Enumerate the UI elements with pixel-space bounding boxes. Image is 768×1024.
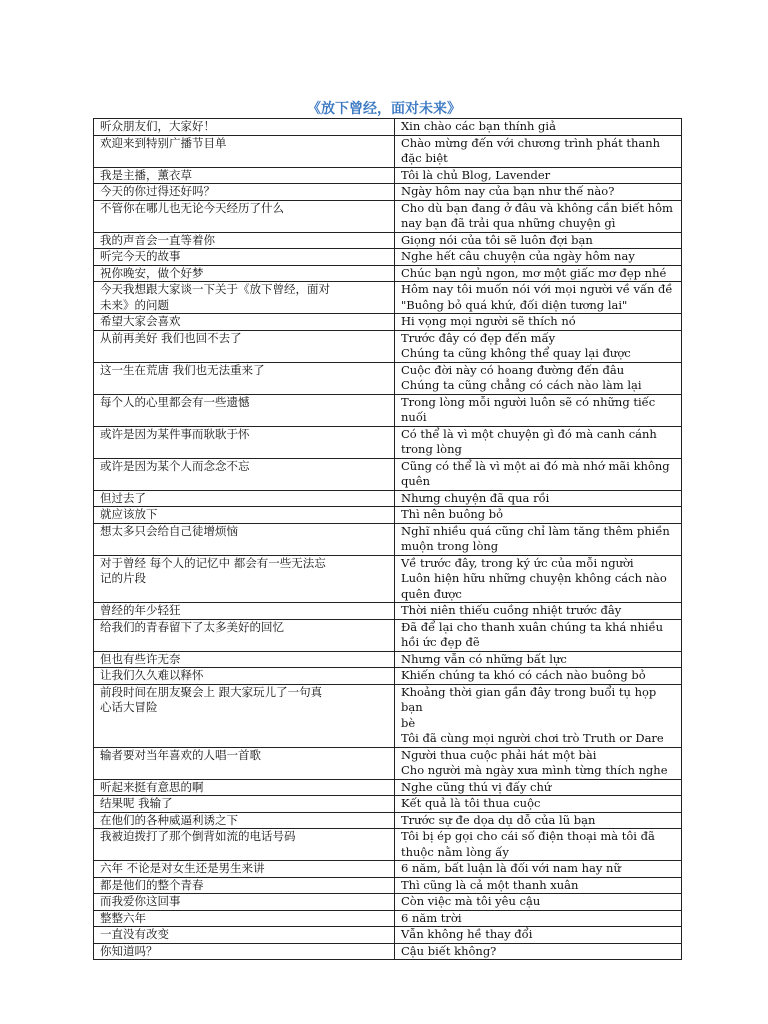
chinese-cell: 给我们的青春留下了太多美好的回忆	[94, 619, 395, 651]
vietnamese-cell: Tôi là chủ Blog, Lavender	[395, 167, 682, 184]
table-row	[94, 910, 682, 927]
chinese-cell: 就应该放下	[94, 507, 395, 524]
vietnamese-cell: Nghĩ nhiều quá cũng chỉ làm tăng thêm phiền muộn trong lòng	[395, 523, 682, 555]
vietnamese-cell: Có thể là vì một chuyện gì đó mà canh cánh trong lòng	[395, 426, 682, 458]
table-row	[94, 555, 682, 603]
chinese-cell: 而我爱你这回事	[94, 894, 395, 911]
chinese-cell: 或许是因为某件事而耿耿于怀	[94, 426, 395, 458]
chinese-cell: 今天的你过得还好吗？	[94, 184, 395, 201]
table-body	[94, 119, 682, 960]
vietnamese-cell: Chúc bạn ngủ ngon, mơ một giấc mơ đẹp nhé	[395, 265, 682, 282]
chinese-cell: 前段时间在朋友聚会上 跟大家玩儿了一句真 心话大冒险	[94, 684, 395, 747]
table-row	[94, 314, 682, 331]
chinese-cell: 或许是因为某个人而念念不忘	[94, 458, 395, 490]
vietnamese-cell: Thì nên buông bỏ	[395, 507, 682, 524]
chinese-cell: 我被迫拨打了那个倒背如流的电话号码	[94, 829, 395, 861]
vietnamese-cell: Xin chào các bạn thính giả	[395, 119, 682, 136]
table-row	[94, 943, 682, 960]
vietnamese-cell: Tôi bị ép gọi cho cái số điện thoại mà tôi đã thuộc nằm lòng ấy	[395, 829, 682, 861]
table-row	[94, 603, 682, 620]
vietnamese-cell: Giọng nói của tôi sẽ luôn đợi bạn	[395, 232, 682, 249]
chinese-cell: 不管你在哪儿也无论今天经历了什么	[94, 200, 395, 232]
chinese-cell: 但也有些许无奈	[94, 651, 395, 668]
table-row	[94, 394, 682, 426]
table-row	[94, 894, 682, 911]
vietnamese-cell: Trước đây có đẹp đến mấy Chúng ta cũng không thể quay lại được	[395, 330, 682, 362]
table-row	[94, 282, 682, 314]
table-row	[94, 119, 682, 136]
table-row	[94, 523, 682, 555]
vietnamese-cell: Ngày hôm nay của bạn như thế nào?	[395, 184, 682, 201]
table-row	[94, 184, 682, 201]
chinese-cell: 我是主播，薰衣草	[94, 167, 395, 184]
chinese-cell: 从前再美好 我们也回不去了	[94, 330, 395, 362]
table-row	[94, 232, 682, 249]
chinese-cell: 曾经的年少轻狂	[94, 603, 395, 620]
vietnamese-cell: Hi vọng mọi người sẽ thích nó	[395, 314, 682, 331]
table-row	[94, 167, 682, 184]
table-row	[94, 426, 682, 458]
table-row	[94, 829, 682, 861]
table-row	[94, 249, 682, 266]
chinese-cell: 希望大家会喜欢	[94, 314, 395, 331]
table-row	[94, 619, 682, 651]
vietnamese-cell: Khoảng thời gian gần đây trong buổi tụ họp bạn bè Tôi đã cùng mọi người chơi trò Truth or Dare	[395, 684, 682, 747]
chinese-cell: 结果呢 我输了	[94, 796, 395, 813]
table-row	[94, 135, 682, 167]
vietnamese-cell: Khiến chúng ta khó có cách nào buông bỏ	[395, 668, 682, 685]
table-row	[94, 490, 682, 507]
chinese-cell: 输者要对当年喜欢的人唱一首歌	[94, 747, 395, 779]
document-title: 《放下曾经，面对未来》	[307, 101, 461, 117]
table-row	[94, 330, 682, 362]
vietnamese-cell: Người thua cuộc phải hát một bài Cho người mà ngày xưa mình từng thích nghe	[395, 747, 682, 779]
chinese-cell: 都是他们的整个青春	[94, 877, 395, 894]
vietnamese-cell: Nhưng vẫn có những bất lực	[395, 651, 682, 668]
table-row	[94, 684, 682, 747]
table-row	[94, 796, 682, 813]
table-row	[94, 877, 682, 894]
table-row	[94, 362, 682, 394]
chinese-cell: 想太多只会给自己徒增烦恼	[94, 523, 395, 555]
vietnamese-cell: 6 năm, bất luận là đối với nam hay nữ	[395, 861, 682, 878]
vietnamese-cell: Nghe hết câu chuyện của ngày hôm nay	[395, 249, 682, 266]
vietnamese-cell: Kết quả là tôi thua cuộc	[395, 796, 682, 813]
vietnamese-cell: Đã để lại cho thanh xuân chúng ta khá nhiều hồi ức đẹp đẽ	[395, 619, 682, 651]
chinese-cell: 你知道吗？	[94, 943, 395, 960]
chinese-cell: 对于曾经 每个人的记忆中 都会有一些无法忘 记的片段	[94, 555, 395, 603]
vietnamese-cell: Chào mừng đến với chương trình phát thanh đặc biệt	[395, 135, 682, 167]
chinese-cell: 整整六年	[94, 910, 395, 927]
chinese-cell: 今天我想跟大家谈一下关于《放下曾经，面对 未来》的问题	[94, 282, 395, 314]
vietnamese-cell: Cuộc đời này có hoang đường đến đâu Chúng ta cũng chẳng có cách nào làm lại	[395, 362, 682, 394]
vietnamese-cell: 6 năm trời	[395, 910, 682, 927]
vietnamese-cell: Cũng có thể là vì một ai đó mà nhớ mãi không quên	[395, 458, 682, 490]
chinese-cell: 欢迎来到特别广播节目单	[94, 135, 395, 167]
vietnamese-cell: Thì cũng là cả một thanh xuân	[395, 877, 682, 894]
chinese-cell: 听起来挺有意思的啊	[94, 779, 395, 796]
table-row	[94, 651, 682, 668]
chinese-cell: 让我们久久难以释怀	[94, 668, 395, 685]
chinese-cell: 听众朋友们，大家好！	[94, 119, 395, 136]
vietnamese-cell: Thời niên thiếu cuồng nhiệt trước đây	[395, 603, 682, 620]
vietnamese-cell: Trước sự đe dọa dụ dỗ của lũ bạn	[395, 812, 682, 829]
chinese-cell: 每个人的心里都会有一些遗憾	[94, 394, 395, 426]
table-row	[94, 812, 682, 829]
chinese-cell: 六年 不论是对女生还是男生来讲	[94, 861, 395, 878]
table-row	[94, 507, 682, 524]
table-row	[94, 861, 682, 878]
vietnamese-cell: Nhưng chuyện đã qua rồi	[395, 490, 682, 507]
table-row	[94, 927, 682, 944]
vietnamese-cell: Cậu biết không?	[395, 943, 682, 960]
table-row	[94, 668, 682, 685]
chinese-cell: 这一生在荒唐 我们也无法重来了	[94, 362, 395, 394]
vietnamese-cell: Nghe cũng thú vị đấy chứ	[395, 779, 682, 796]
vietnamese-cell: Trong lòng mỗi người luôn sẽ có những tiếc nuối	[395, 394, 682, 426]
table-row	[94, 747, 682, 779]
chinese-cell: 在他们的各种威逼利诱之下	[94, 812, 395, 829]
chinese-cell: 但过去了	[94, 490, 395, 507]
vietnamese-cell: Còn việc mà tôi yêu cậu	[395, 894, 682, 911]
vietnamese-cell: Cho dù bạn đang ở đâu và không cần biết hôm nay bạn đã trải qua những chuyện gì	[395, 200, 682, 232]
table-row	[94, 458, 682, 490]
chinese-cell: 我的声音会一直等着你	[94, 232, 395, 249]
vietnamese-cell: Hôm nay tôi muốn nói với mọi người về vấn đề "Buông bỏ quá khứ, đối diện tương lai"	[395, 282, 682, 314]
chinese-cell: 听完今天的故事	[94, 249, 395, 266]
table-row	[94, 200, 682, 232]
vietnamese-cell: Vẫn không hề thay đổi	[395, 927, 682, 944]
bilingual-table	[93, 118, 682, 960]
vietnamese-cell: Về trước đây, trong ký ức của mỗi người Luôn hiện hữu những chuyện không cách nào quên được	[395, 555, 682, 603]
table-row	[94, 265, 682, 282]
chinese-cell: 祝你晚安，做个好梦	[94, 265, 395, 282]
table-row	[94, 779, 682, 796]
chinese-cell: 一直没有改变	[94, 927, 395, 944]
